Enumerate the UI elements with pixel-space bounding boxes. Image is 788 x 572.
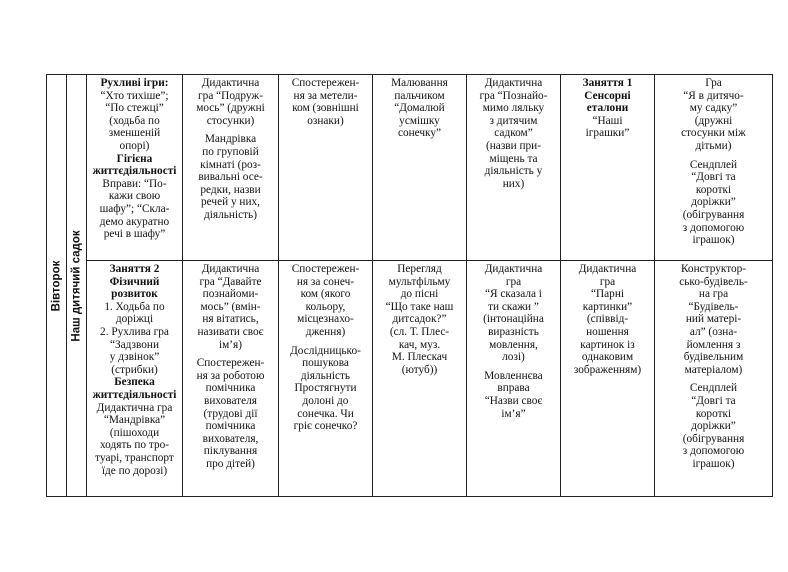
cell-text-line: вихователя	[204, 394, 257, 407]
table-row	[47, 261, 773, 497]
cell-text-line: помічника	[205, 420, 256, 433]
cell-text-line: (обігрування	[682, 208, 745, 221]
cell-text-line: Гігієна	[116, 152, 153, 165]
cell-text-line: демо акуратно	[99, 215, 170, 228]
cell-text-line: “Парні	[590, 288, 625, 301]
cell-text-line: гріє сонечко?	[293, 420, 358, 433]
cell-text-line: гра “Подруж-	[198, 89, 263, 102]
schedule-page	[46, 74, 772, 496]
cell-text-line: (співвід-	[586, 313, 629, 326]
cell-text-line: кажи свою	[108, 190, 161, 203]
cell-text-line: му садку”	[689, 102, 738, 115]
cell-text-line: туарі, транспорт	[95, 451, 174, 464]
cell-text-line: зображенням)	[573, 363, 642, 376]
activity-cell	[279, 261, 373, 497]
cell-text-line: місцезнахо-	[297, 313, 354, 326]
cell-text-line: на гра	[698, 288, 729, 301]
cell-text-line: сонечку”	[397, 127, 442, 140]
cell-text-line: доріжці	[115, 313, 154, 326]
cell-text-line: (трудові дії	[203, 407, 258, 420]
cell-text-line: ня за метели-	[293, 89, 358, 102]
cell-text-line: “Довгі та	[691, 394, 736, 407]
cell-text-line: еталони	[586, 102, 629, 115]
cell-text-line: ня за сонеч-	[296, 275, 355, 288]
cell-text-line: Дидактична	[201, 263, 260, 275]
cell-text-line: (ютуб))	[401, 363, 438, 376]
cell-text-line: будівельним	[683, 351, 744, 364]
cell-text-line: ношення	[586, 325, 629, 338]
cell-text-line: “Я в дитячо-	[683, 89, 744, 102]
cell-text-line: (назви при-	[486, 139, 541, 152]
cell-text-line: ім’я)	[218, 338, 242, 351]
cell-text-line: ти скажи ”	[488, 300, 539, 313]
cell-text-line: долоні до	[302, 394, 349, 407]
activity-cell	[183, 75, 279, 261]
cell-text-line: Простягнути	[294, 382, 357, 395]
cell-text-line: йомлення з	[686, 338, 741, 351]
cell-text-line: М. Плескач	[391, 351, 448, 364]
cell-text-line: Заняття 2	[109, 263, 160, 275]
cell-text-line: Конструктор-	[680, 263, 747, 275]
cell-text-line: стосунки між	[681, 127, 746, 140]
cell-text-line: Перегляд	[397, 263, 442, 275]
cell-text-line: лозі)	[502, 351, 525, 364]
cell-text-line: гра	[599, 275, 616, 288]
cell-text-line: познайоми-	[202, 288, 259, 301]
cell-text-line: “Хто тихіше”;	[100, 89, 169, 102]
activity-cell	[373, 75, 467, 261]
cell-text-line: по груповій	[202, 145, 259, 158]
cell-text-line: Сендплей	[689, 382, 738, 395]
activity-cell	[655, 75, 773, 261]
cell-text-line: пошукова	[302, 357, 349, 370]
cell-text-line: іграшок)	[692, 457, 735, 470]
cell-text-line: сонечка. Чи	[297, 407, 354, 420]
cell-text-line: Мандрівка	[204, 133, 257, 146]
cell-text-line: Гра	[705, 77, 722, 89]
cell-text-line: у дзвінок”	[109, 351, 160, 364]
cell-text-line: однаковим	[581, 351, 634, 364]
section-label: Наш дитячий садок	[70, 229, 83, 342]
cell-text-line: (обігрування	[682, 432, 745, 445]
cell-text-line: (дружні	[694, 114, 733, 127]
cell-text-line: редки, назви	[200, 183, 261, 196]
cell-text-line: картинок із	[580, 338, 635, 351]
cell-text-line: діяльність	[300, 369, 351, 382]
cell-text-line: виразність	[488, 325, 539, 338]
cell-text-line: життєдіяльності	[92, 165, 177, 178]
cell-text-line: мовлення,	[489, 338, 538, 351]
cell-text-line: “Що таке наш	[385, 300, 454, 313]
activity-cell	[373, 261, 467, 497]
cell-text-line: стосунки)	[206, 114, 255, 127]
cell-text-line: “По стежці”	[105, 102, 164, 115]
cell-text-line: Малювання	[391, 77, 448, 89]
cell-text-line: дитсадок?”	[392, 313, 447, 326]
cell-text-line: опорі)	[119, 139, 150, 152]
cell-text-line: з допомогою	[682, 445, 745, 458]
cell-text-line: Безпека	[114, 376, 155, 389]
cell-text-line: ний матері-	[685, 313, 742, 326]
cell-text-line: до пісні	[400, 288, 439, 301]
activity-cell	[87, 261, 183, 497]
cell-text-line: ходять по тро-	[99, 439, 170, 452]
cell-text-line: Сендплей	[689, 158, 738, 171]
cell-text-line: усмішку	[399, 114, 440, 127]
cell-text-line: речей у них,	[201, 196, 260, 209]
cell-text-line: доріжки”	[691, 196, 736, 209]
cell-text-line: вивальні осе-	[198, 171, 263, 184]
cell-text-line: з дитячим	[489, 114, 538, 127]
cell-text-line: (ходьба по	[109, 114, 160, 127]
cell-text-line: ком (якого	[300, 288, 351, 301]
cell-text-line: (пішоходи	[109, 426, 160, 439]
cell-text-line: Дидактична гра	[96, 401, 173, 414]
activity-cell	[279, 75, 373, 261]
cell-text-line: “Я сказала і	[485, 288, 542, 301]
cell-text-line: називати своє	[197, 325, 264, 338]
cell-text-line: піклування	[203, 445, 258, 458]
cell-text-line: зменшеній	[108, 127, 161, 140]
cell-text-line: Мовленнєва	[484, 369, 543, 382]
cell-text-line: сько-будівель-	[679, 275, 748, 288]
activity-cell	[467, 261, 561, 497]
cell-text-line: “Мандрівка”	[103, 414, 166, 427]
cell-text-line: ознаки)	[307, 114, 344, 127]
cell-text-line: розвиток	[111, 288, 158, 301]
cell-text-line: Спостережен-	[291, 77, 360, 89]
cell-text-line: пальчиком	[394, 89, 445, 102]
activity-cell	[561, 75, 655, 261]
cell-text-line: діяльність у	[484, 165, 543, 178]
cell-text-line: речі в шафу”	[103, 228, 166, 241]
cell-text-line: іграшок)	[692, 234, 735, 247]
cell-text-line: мультфільму	[388, 275, 451, 288]
cell-text-line: Дидактична	[578, 263, 637, 275]
cell-text-line: гра	[505, 275, 522, 288]
cell-text-line: “Наші	[592, 114, 623, 127]
cell-text-line: ім’я”	[501, 407, 526, 420]
cell-text-line: Фізичний	[109, 275, 160, 288]
cell-text-line: короткі	[695, 407, 732, 420]
day-label: Вівторок	[50, 260, 63, 311]
activity-cell	[655, 261, 773, 497]
cell-text-line: мось” (вмін-	[200, 300, 261, 313]
cell-text-line: іграшки”	[585, 127, 630, 140]
cell-text-line: кольору,	[305, 300, 346, 313]
cell-text-line: Дидактична	[484, 77, 543, 89]
cell-text-line: діяльність)	[204, 208, 257, 221]
cell-text-line: гра “Познайо-	[479, 89, 548, 102]
cell-text-line: шафу”; “Скла-	[99, 202, 170, 215]
cell-text-line: “Довгі та	[691, 171, 736, 184]
activity-schedule-table	[46, 74, 773, 497]
cell-text-line: кімнаті (роз-	[200, 158, 261, 171]
cell-text-line: ня вітатись,	[202, 313, 259, 326]
cell-text-line: вправа	[497, 382, 530, 395]
cell-text-line: ня за роботою	[196, 369, 265, 382]
cell-text-line: “Будівель-	[688, 300, 739, 313]
cell-text-line: Заняття 1	[582, 77, 633, 89]
cell-text-line: “Задзвони	[109, 338, 160, 351]
cell-text-line: картинки”	[582, 300, 633, 313]
day-cell	[47, 75, 67, 497]
cell-text-line: Спостережен-	[196, 357, 265, 370]
cell-text-line: короткі	[695, 183, 732, 196]
section-cell	[67, 75, 87, 497]
table-row	[47, 75, 773, 261]
cell-text-line: ком (зовнішні	[292, 102, 359, 115]
cell-text-line: “Назви своє	[484, 394, 543, 407]
cell-text-line: дітьми)	[695, 139, 732, 152]
cell-text-line: 1. Ходьба по	[104, 300, 165, 313]
cell-text-line: дження)	[305, 325, 346, 338]
cell-text-line: помічника	[205, 382, 256, 395]
cell-text-line: міщень та	[489, 152, 538, 165]
activity-cell	[87, 75, 183, 261]
cell-text-line: їде по дорозі)	[101, 464, 168, 477]
cell-text-line: вихователя,	[202, 432, 259, 445]
cell-text-line: Дослідницько-	[290, 344, 361, 357]
cell-text-line: доріжки”	[691, 420, 736, 433]
cell-text-line: з допомогою	[682, 221, 745, 234]
cell-text-line: мось” (дружні	[196, 102, 265, 115]
cell-text-line: садком”	[494, 127, 533, 140]
cell-text-line: (сл. Т. Плес-	[389, 325, 450, 338]
cell-text-line: Спостережен-	[291, 263, 360, 275]
cell-text-line: 2. Рухлива гра	[100, 325, 169, 338]
activity-cell	[183, 261, 279, 497]
cell-text-line: мимо ляльку	[482, 102, 545, 115]
cell-text-line: Сенсорні	[584, 89, 631, 102]
cell-text-line: ал” (озна-	[689, 325, 738, 338]
cell-text-line: про дітей)	[206, 457, 255, 470]
cell-text-line: Дидактична	[484, 263, 543, 275]
cell-text-line: гра “Давайте	[199, 275, 262, 288]
cell-text-line: Дидактична	[201, 77, 260, 89]
cell-text-line: Рухливі ігри:	[100, 77, 169, 89]
cell-text-line: (інтонаційна	[483, 313, 544, 326]
activity-cell	[467, 75, 561, 261]
activity-cell	[561, 261, 655, 497]
cell-text-line: кач, муз.	[398, 338, 441, 351]
cell-text-line: (стрибки)	[111, 363, 158, 376]
cell-text-line: “Домалюй	[394, 102, 445, 115]
cell-text-line: життєдіяльності	[92, 388, 177, 401]
cell-text-line: матеріалом)	[684, 363, 743, 376]
cell-text-line: Вправи: “По-	[102, 177, 167, 190]
cell-text-line: них)	[502, 177, 525, 190]
